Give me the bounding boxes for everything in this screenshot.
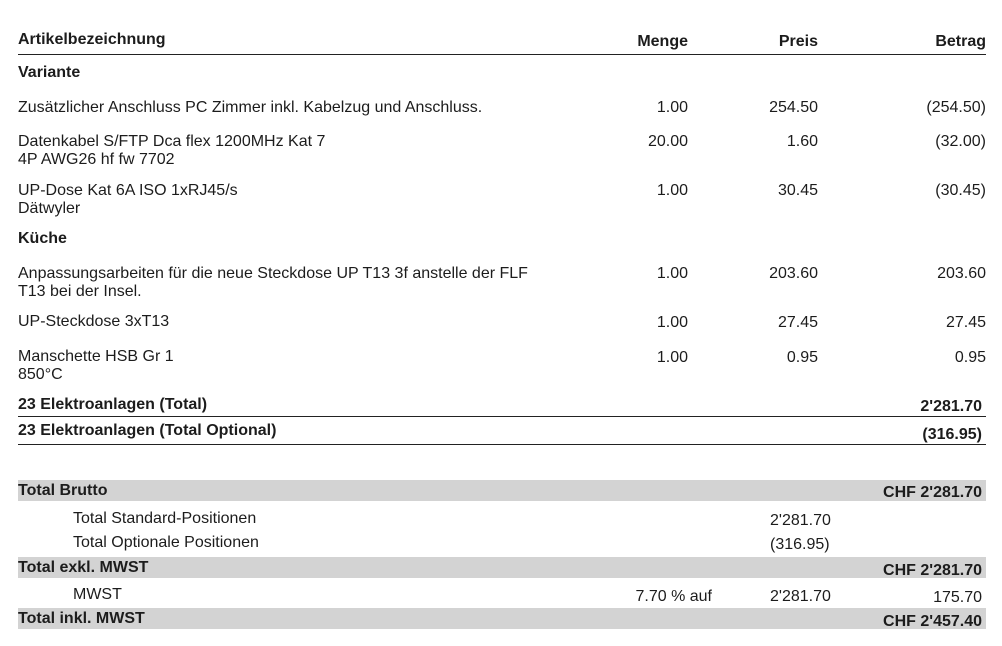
- section-optional-divider: [18, 444, 986, 445]
- total-inkl-label: Total inkl. MWST: [18, 610, 145, 627]
- optional-positions-value: (316.95): [770, 536, 830, 553]
- section-optional-label: 23 Elektroanlagen (Total Optional): [18, 422, 277, 439]
- item-description: UP-Dose Kat 6A ISO 1xRJ45/s: [18, 182, 238, 199]
- item-quantity: 1.00: [656, 182, 688, 199]
- group-title: Küche: [18, 230, 67, 247]
- header-amount: Betrag: [935, 33, 986, 50]
- item-price: 27.45: [777, 314, 818, 331]
- item-quantity: 1.00: [656, 314, 688, 331]
- item-amount: 0.95: [954, 349, 986, 366]
- total-brutto-label: Total Brutto: [18, 482, 108, 499]
- item-quantity: 1.00: [656, 99, 688, 116]
- item-description: UP-Steckdose 3xT13: [18, 313, 170, 330]
- item-price: 0.95: [786, 349, 818, 366]
- section-total-label: 23 Elektroanlagen (Total): [18, 396, 208, 413]
- item-amount: (30.45): [935, 182, 986, 199]
- item-description-line2: Dätwyler: [18, 200, 81, 217]
- item-quantity: 1.00: [656, 265, 688, 282]
- mwst-base: 2'281.70: [770, 588, 831, 605]
- section-optional-amount: (316.95): [922, 426, 982, 443]
- header-quantity: Menge: [637, 33, 688, 50]
- standard-positions-label: Total Standard-Positionen: [73, 510, 257, 527]
- standard-positions-value: 2'281.70: [770, 512, 831, 529]
- total-inkl-amount: CHF 2'457.40: [883, 613, 982, 630]
- item-price: 30.45: [777, 182, 818, 199]
- optional-positions-label: Total Optionale Positionen: [73, 534, 259, 551]
- header-divider: [18, 54, 986, 55]
- item-description-line2: T13 bei der Insel.: [18, 283, 142, 300]
- item-amount: 27.45: [945, 314, 986, 331]
- item-description: Manschette HSB Gr 1: [18, 348, 174, 365]
- total-brutto-amount: CHF 2'281.70: [883, 484, 982, 501]
- item-amount: 203.60: [937, 265, 986, 282]
- mwst-rate: 7.70 % auf: [635, 588, 712, 605]
- item-price: 1.60: [786, 133, 818, 150]
- item-amount: (254.50): [926, 99, 986, 116]
- total-exkl-amount: CHF 2'281.70: [883, 562, 982, 579]
- mwst-label: MWST: [73, 586, 122, 603]
- item-quantity: 20.00: [647, 133, 688, 150]
- section-total-amount: 2'281.70: [920, 398, 982, 415]
- item-amount: (32.00): [935, 133, 986, 150]
- item-description-line2: 850°C: [18, 366, 63, 383]
- item-description: Anpassungsarbeiten für die neue Steckdose UP T13 3f anstelle der FLF: [18, 265, 528, 282]
- item-quantity: 1.00: [656, 349, 688, 366]
- header-price: Preis: [778, 33, 818, 50]
- item-price: 203.60: [769, 265, 818, 282]
- header-description: Artikelbezeichnung: [18, 31, 166, 48]
- group-title: Variante: [18, 64, 81, 81]
- section-total-divider: [18, 416, 986, 417]
- item-description: Datenkabel S/FTP Dca flex 1200MHz Kat 7: [18, 133, 326, 150]
- mwst-amount: 175.70: [933, 589, 982, 606]
- item-price: 254.50: [769, 99, 818, 116]
- total-exkl-label: Total exkl. MWST: [18, 559, 149, 576]
- item-description-line2: 4P AWG26 hf fw 7702: [18, 151, 175, 168]
- item-description: Zusätzlicher Anschluss PC Zimmer inkl. Kabelzug und Anschluss.: [18, 99, 483, 116]
